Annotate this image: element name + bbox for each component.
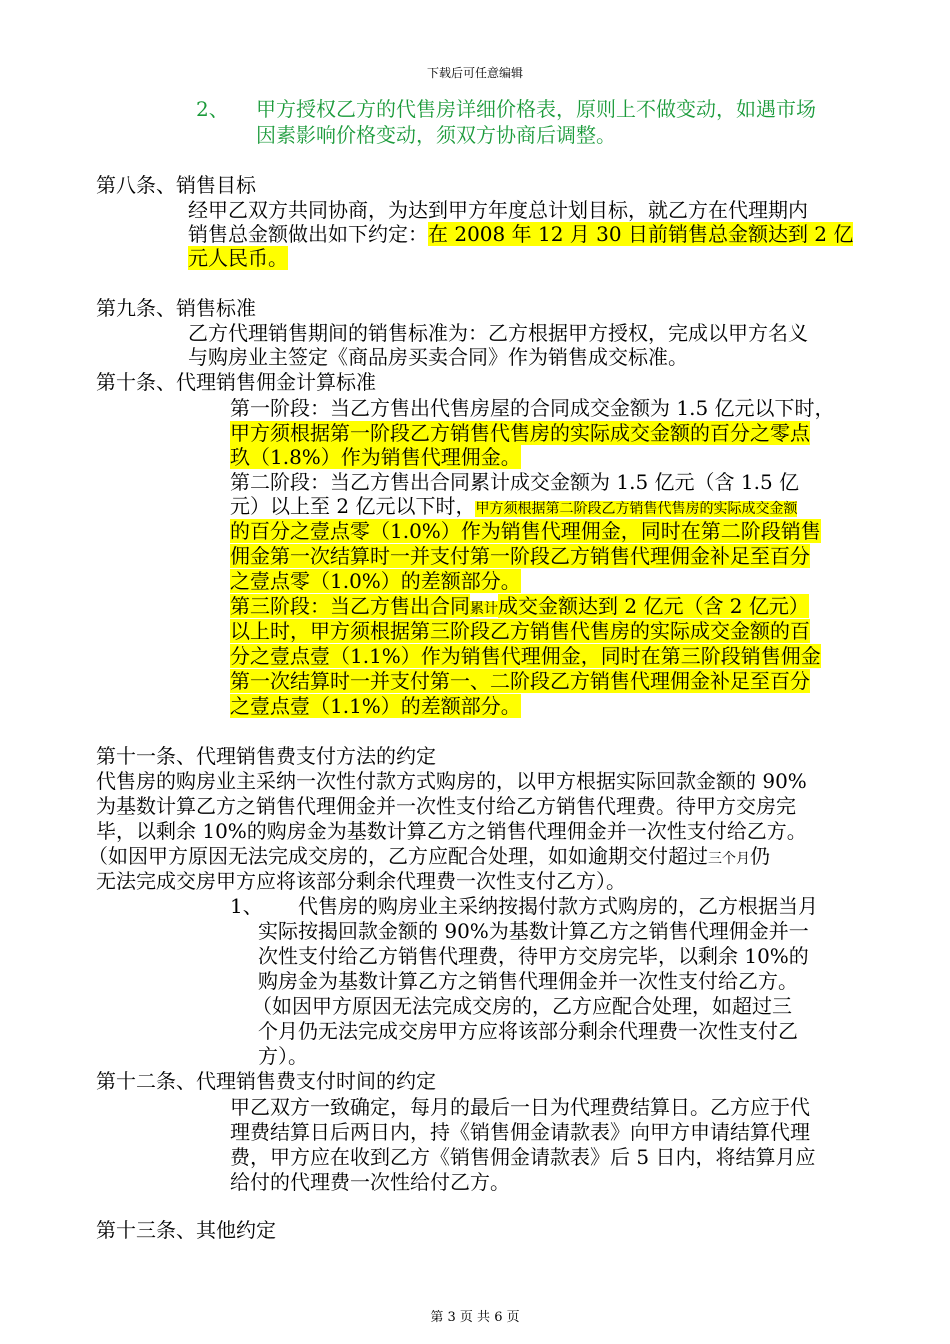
- stage-3-line-3: 分之壹点壹（1.1%）作为销售代理佣金，同时在第三阶段销售佣金: [230, 644, 821, 668]
- article-9-title: 第九条、销售标准: [96, 296, 256, 320]
- article-11-para-line-2: 为基数计算乙方之销售代理佣金并一次性支付给乙方销售代理费。待甲方交房完: [96, 794, 796, 818]
- stage-1-line-2: 甲方须根据第一阶段乙方销售代售房的实际成交金额的百分之零点: [230, 421, 810, 445]
- stage-2-line-5: 之壹点零（1.0%）的差额部分。: [230, 569, 521, 593]
- stage-1-line-3: 玖（1.8%）作为销售代理佣金。: [230, 445, 521, 469]
- article-8-line-2: 销售总金额做出如下约定：在 2008 年 12 月 30 日前销售总金额达到 2 亿: [188, 222, 854, 246]
- article-10-title: 第十条、代理销售佣金计算标准: [96, 370, 376, 394]
- article-11-item-number: 1、: [230, 894, 263, 918]
- stage-2-line-1: 第二阶段：当乙方售出合同累计成交金额为 1.5 亿元（含 1.5 亿: [230, 470, 800, 494]
- article-11-item-line-1: 代售房的购房业主采纳按揭付款方式购房的，乙方根据当月: [298, 894, 818, 918]
- article-12-line-4: 给付的代理费一次性给付乙方。: [230, 1170, 510, 1194]
- stage-3-line-5: 之壹点壹（1.1%）的差额部分。: [230, 694, 521, 718]
- article-11-item-line-5: （如因甲方原因无法完成交房的，乙方应配合处理，如超过三: [252, 994, 792, 1018]
- article-13-title: 第十三条、其他约定: [96, 1218, 276, 1242]
- article-12-line-3: 费，甲方应在收到乙方《销售佣金请款表》后 5 日内，将结算月应: [230, 1145, 816, 1169]
- article-12-line-1: 甲乙双方一致确定，每月的最后一日为代理费结算日。乙方应于代: [230, 1095, 810, 1119]
- article-9-line-1: 乙方代理销售期间的销售标准为：乙方根据甲方授权，完成以甲方名义: [188, 321, 808, 345]
- item-2-number: 2、: [196, 97, 229, 121]
- article-11-item-line-6: 个月仍无法完成交房甲方应将该部分剩余代理费一次性支付乙: [258, 1019, 798, 1043]
- stage-3-line-1: 第三阶段：当乙方售出合同累计成交金额达到 2 亿元（含 2 亿元）: [230, 594, 809, 618]
- stage-2-line-3: 的百分之壹点零（1.0%）作为销售代理佣金，同时在第二阶段销售: [230, 519, 821, 543]
- article-9-line-2: 与购房业主签定《商品房买卖合同》作为销售成交标准。: [188, 345, 688, 369]
- item-2-line-1: 甲方授权乙方的代售房详细价格表，原则上不做变动，如遇市场: [256, 97, 816, 121]
- article-11-para-line-1: 代售房的购房业主采纳一次性付款方式购房的，以甲方根据实际回款金额的 90%: [96, 769, 807, 793]
- article-8-title: 第八条、销售目标: [96, 173, 256, 197]
- page-header: 下载后可任意编辑: [426, 66, 523, 80]
- article-8-target-highlight: 在 2008 年 12 月 30 日前销售总金额达到 2 亿: [428, 222, 854, 246]
- article-11-item-line-7: 方）。: [258, 1044, 308, 1068]
- article-11-title: 第十一条、代理销售费支付方法的约定: [96, 744, 436, 768]
- page-footer: 第 3 页 共 6 页: [430, 1310, 520, 1325]
- stage-3-line-2: 以上时，甲方须根据第三阶段乙方销售代售房的实际成交金额的百: [230, 619, 810, 643]
- article-11-item-line-4: 购房金为基数计算乙方之销售代理佣金并一次性支付给乙方。: [258, 969, 798, 993]
- article-8-line-3: 元人民币。: [188, 246, 288, 270]
- article-11-para-line-5: 无法完成交房甲方应将该部分剩余代理费一次性支付乙方）。: [96, 869, 626, 893]
- article-12-title: 第十二条、代理销售费支付时间的约定: [96, 1069, 436, 1093]
- article-8-line-1: 经甲乙双方共同协商，为达到甲方年度总计划目标，就乙方在代理期内: [188, 198, 808, 222]
- article-12-line-2: 理费结算日后两日内，持《销售佣金请款表》向甲方申请结算代理: [230, 1120, 810, 1144]
- article-11-para-line-4: （如因甲方原因无法完成交房的，乙方应配合处理，如如逾期交付超过三个月仍: [88, 844, 770, 868]
- item-2-line-2: 因素影响价格变动，须双方协商后调整。: [256, 123, 616, 147]
- stage-3-line-4: 第一次结算时一并支付第一、二阶段乙方销售代理佣金补足至百分: [230, 669, 810, 693]
- article-11-para-line-3: 毕，以剩余 10%的购房金为基数计算乙方之销售代理佣金并一次性支付给乙方。: [96, 819, 807, 843]
- stage-2-line-2: 元）以上至 2 亿元以下时，甲方须根据第二阶段乙方销售代售房的实际成交金额: [230, 494, 798, 518]
- stage-1-line-1: 第一阶段：当乙方售出代售房屋的合同成交金额为 1.5 亿元以下时，: [230, 396, 835, 420]
- article-11-item-line-2: 实际按揭回款金额的 90%为基数计算乙方之销售代理佣金并一: [258, 919, 809, 943]
- article-11-item-line-3: 次性支付给乙方销售代理费，待甲方交房完毕，以剩余 10%的: [258, 944, 809, 968]
- stage-2-line-4: 佣金第一次结算时一并支付第一阶段乙方销售代理佣金补足至百分: [230, 544, 810, 568]
